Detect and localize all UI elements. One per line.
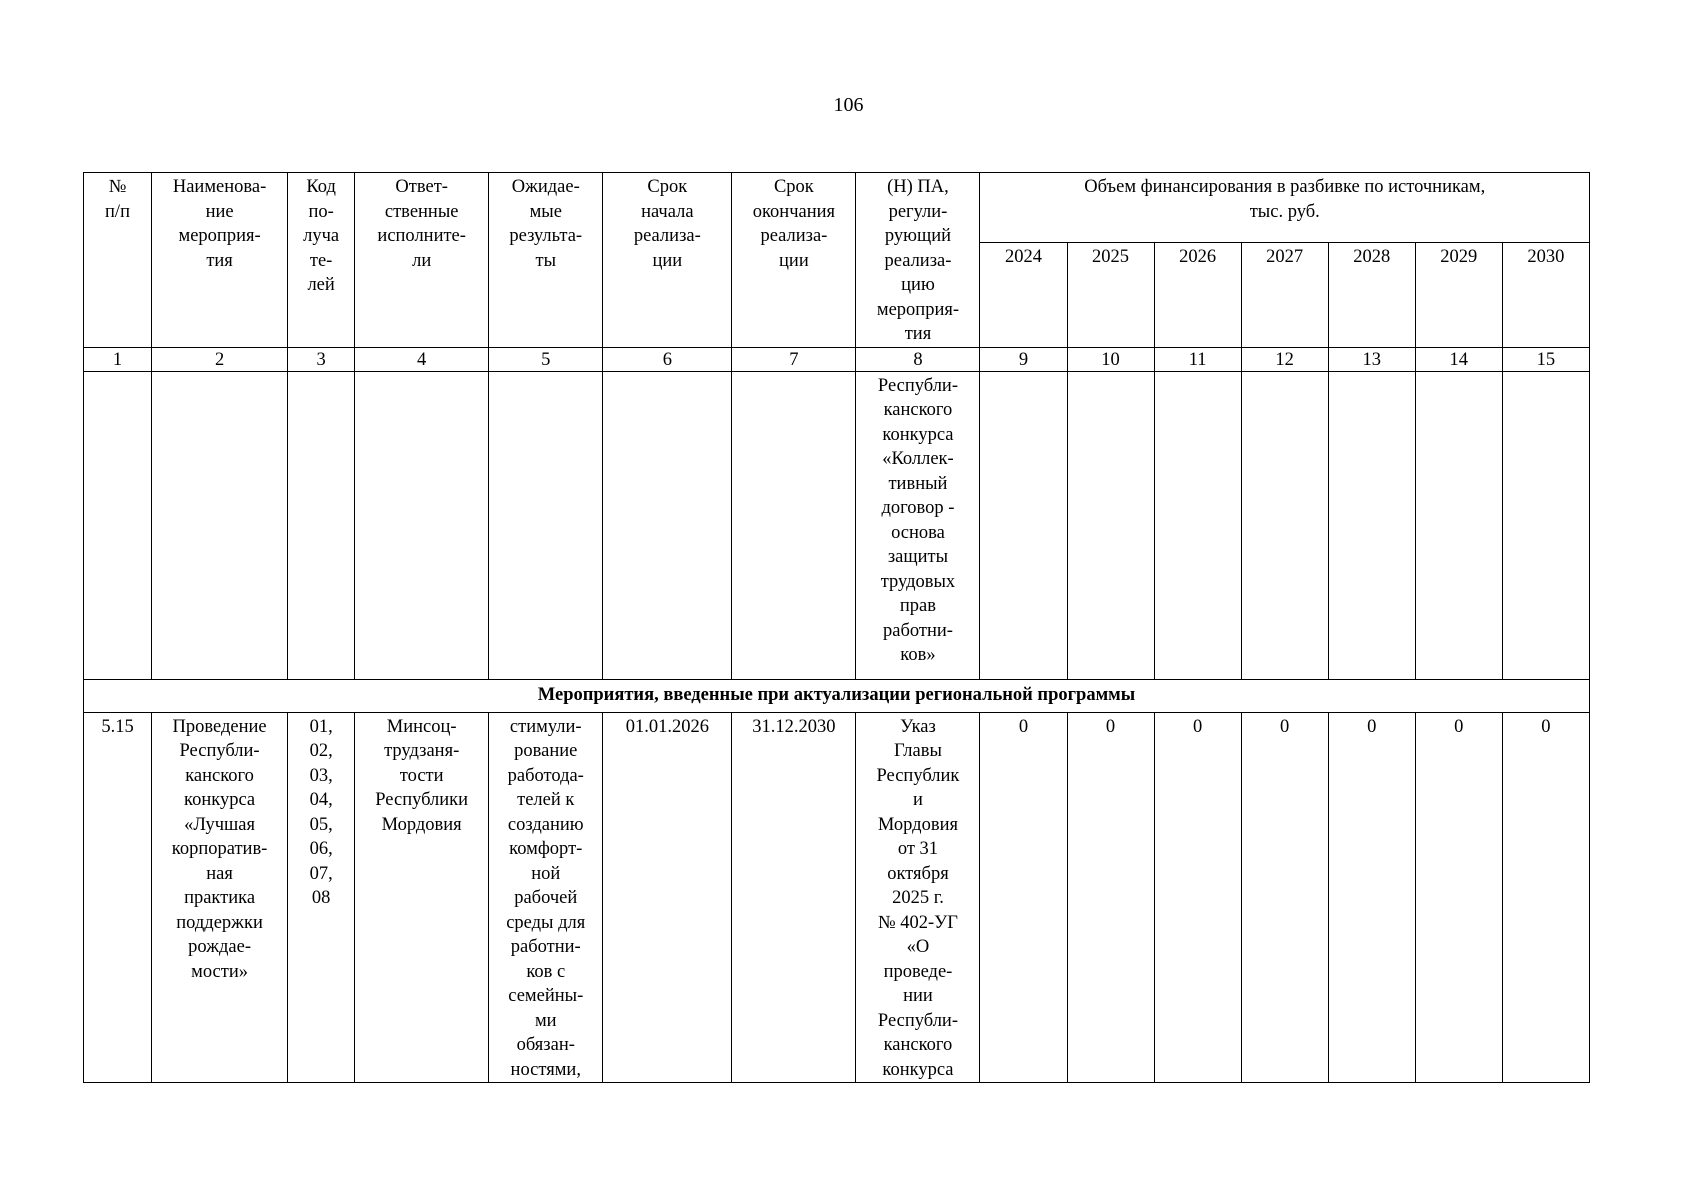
table-cell [1328,371,1415,679]
section-title: Мероприятия, введенные при актуализации региональной программы [84,679,1590,712]
column-number: 3 [288,347,355,371]
column-number-row [84,347,1590,371]
activities-table [83,172,1590,1083]
header-funding: Объем финансирования в разбивке по источникам, тыс. руб. [980,173,1590,243]
section-row [84,679,1590,712]
column-number: 10 [1067,347,1154,371]
table-cell [1502,371,1589,679]
column-number: 2 [152,347,288,371]
header-year: 2025 [1067,242,1154,347]
header-legal-act: (Н) ПА, регули- рующий реализа- цию мероприя- тия [856,173,980,348]
table-cell [1067,371,1154,679]
header-start: Срок начала реализа- ции [603,173,732,348]
table-cell [489,371,603,679]
header-year: 2028 [1328,242,1415,347]
row-results: стимули- рование работода- телей к созданию комфорт- ной рабочей среды для работни- ков с семейны- ми обязан- ностями, [489,712,603,1083]
table-cell [1154,371,1241,679]
header-code: Код по- луча те- лей [288,173,355,348]
header-row [84,173,1590,243]
row-funding: 0 [1502,712,1589,1083]
column-number: 5 [489,347,603,371]
row-funding: 0 [1154,712,1241,1083]
row-legal-act: Указ Главы Республик и Мордовия от 31 октября 2025 г. № 402-УГ «О проведе- нии Республи- канского конкурса [856,712,980,1083]
row-funding: 0 [1415,712,1502,1083]
header-end: Срок окончания реализа- ции [732,173,856,348]
row-funding: 0 [1067,712,1154,1083]
table-cell [1415,371,1502,679]
header-year: 2026 [1154,242,1241,347]
column-number: 4 [355,347,489,371]
column-number: 1 [84,347,152,371]
continuation-legal-act: Республи- канского конкурса «Коллек- тивный договор - основа защиты трудовых прав работни- ков» [856,371,980,679]
row-responsible: Минсоц- трудзаня- тости Республики Мордовия [355,712,489,1083]
column-number: 6 [603,347,732,371]
header-year: 2024 [980,242,1067,347]
row-funding: 0 [1241,712,1328,1083]
table-cell [603,371,732,679]
column-number: 12 [1241,347,1328,371]
header-year: 2027 [1241,242,1328,347]
row-start-date: 01.01.2026 [603,712,732,1083]
table-cell [152,371,288,679]
column-number: 7 [732,347,856,371]
header-year: 2029 [1415,242,1502,347]
table-cell [1241,371,1328,679]
table-cell [84,371,152,679]
header-num: № п/п [84,173,152,348]
row-code: 01, 02, 03, 04, 05, 06, 07, 08 [288,712,355,1083]
column-number: 13 [1328,347,1415,371]
column-number: 11 [1154,347,1241,371]
header-responsible: Ответ- ственные исполните- ли [355,173,489,348]
column-number: 14 [1415,347,1502,371]
header-name: Наименова- ние мероприя- тия [152,173,288,348]
table-cell [355,371,489,679]
table-row [84,712,1590,1083]
row-funding: 0 [980,712,1067,1083]
column-number: 15 [1502,347,1589,371]
table-cell [980,371,1067,679]
page-number: 106 [833,94,864,116]
row-end-date: 31.12.2030 [732,712,856,1083]
column-number: 9 [980,347,1067,371]
header-results: Ожидае- мые результа- ты [489,173,603,348]
row-funding: 0 [1328,712,1415,1083]
row-num: 5.15 [84,712,152,1083]
table-cell [288,371,355,679]
continuation-row [84,371,1590,679]
table-cell [732,371,856,679]
row-name: Проведение Республи- канского конкурса «Лучшая корпоратив- ная практика поддержки рождае- мости» [152,712,288,1083]
column-number: 8 [856,347,980,371]
header-year: 2030 [1502,242,1589,347]
